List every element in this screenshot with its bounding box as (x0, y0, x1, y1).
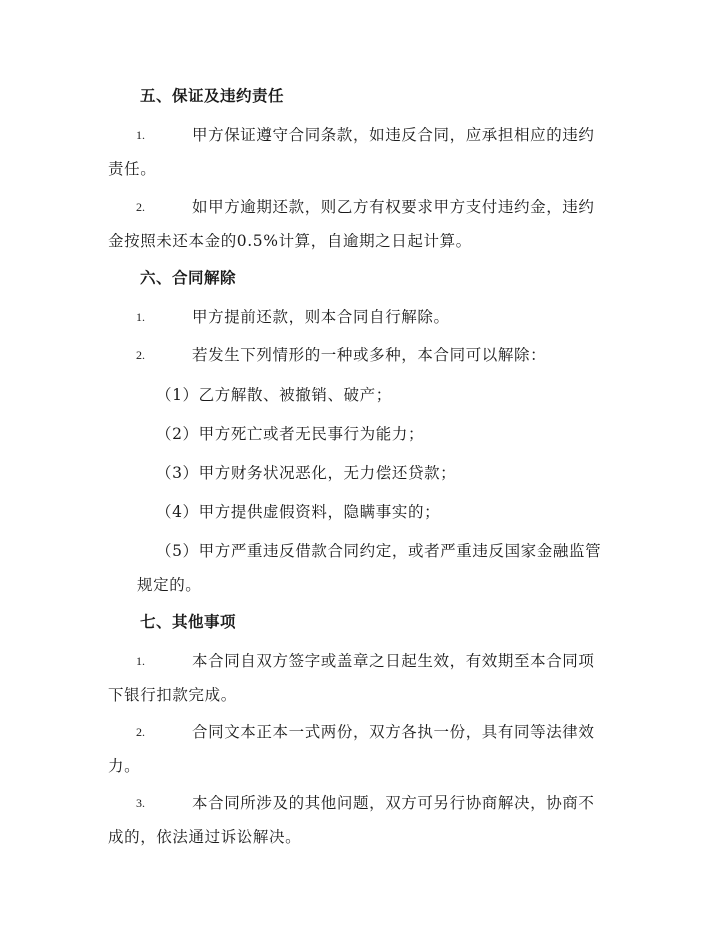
clause-7-3 (108, 793, 606, 847)
clause-5-1 (108, 125, 606, 179)
clause-6-2 (136, 345, 606, 365)
subitem-1 (156, 385, 616, 405)
subitem-5 (137, 541, 616, 595)
clause-text-continued: 责任。 (108, 160, 157, 178)
subitem-text: （2）甲方死亡或者无民事行为能力； (156, 425, 425, 443)
subitem-text: （5）甲方严重违反借款合同约定，或者严重违反国家金融监管 (156, 542, 602, 560)
clause-text: 若发生下列情形的一种或多种，本合同可以解除： (192, 346, 547, 364)
clause-line (136, 125, 606, 145)
clause-6-1 (136, 307, 606, 327)
clause-number: 2. (136, 348, 145, 362)
clause-line (136, 793, 606, 813)
clause-number: 1. (136, 128, 145, 142)
clause-text-continued: 成的，依法通过诉讼解决。 (108, 828, 302, 846)
clause-number: 3. (136, 796, 145, 810)
clause-number: 2. (136, 725, 145, 739)
clause-text: 本合同所涉及的其他问题，双方可另行协商解决，协商不 (192, 794, 595, 812)
clause-5-2 (108, 197, 606, 251)
section-heading-7: 七、其他事项 (140, 612, 237, 631)
clause-line (136, 651, 606, 671)
clause-line (136, 197, 606, 217)
subitem-text: （1）乙方解散、被撤销、破产； (156, 386, 392, 404)
clause-text-continued: 下银行扣款完成。 (108, 686, 237, 704)
clause-text: 本合同自双方签字或盖章之日起生效，有效期至本合同项 (192, 652, 595, 670)
subitem-text: （4）甲方提供虚假资料，隐瞒事实的； (156, 503, 441, 521)
clause-text: 甲方保证遵守合同条款，如违反合同，应承担相应的违约 (192, 126, 595, 144)
clause-number: 2. (136, 200, 145, 214)
section-heading-5: 五、保证及违约责任 (140, 86, 285, 105)
clause-line (136, 722, 606, 742)
clause-number: 1. (136, 310, 145, 324)
clause-text-continued: 力。 (108, 757, 141, 775)
section-heading-6: 六、合同解除 (140, 268, 237, 287)
subitem-text-continued: 规定的。 (137, 576, 202, 594)
clause-text: 合同文本正本一式两份，双方各执一份，具有同等法律效 (192, 723, 595, 741)
clause-line (136, 307, 606, 327)
clause-text: 如甲方逾期还款，则乙方有权要求甲方支付违约金，违约 (192, 198, 595, 216)
clause-text-continued: 金按照未还本金的0.5%计算，自逾期之日起计算。 (108, 232, 472, 250)
subitem-3 (156, 463, 616, 483)
subitem-2 (156, 424, 616, 444)
subitem-text: （3）甲方财务状况恶化，无力偿还贷款； (156, 464, 457, 482)
clause-line (136, 345, 606, 365)
clause-7-2 (108, 722, 606, 776)
subitem-4 (156, 502, 616, 522)
clause-number: 1. (136, 654, 145, 668)
clause-7-1 (108, 651, 606, 705)
clause-text: 甲方提前还款，则本合同自行解除。 (192, 308, 450, 326)
